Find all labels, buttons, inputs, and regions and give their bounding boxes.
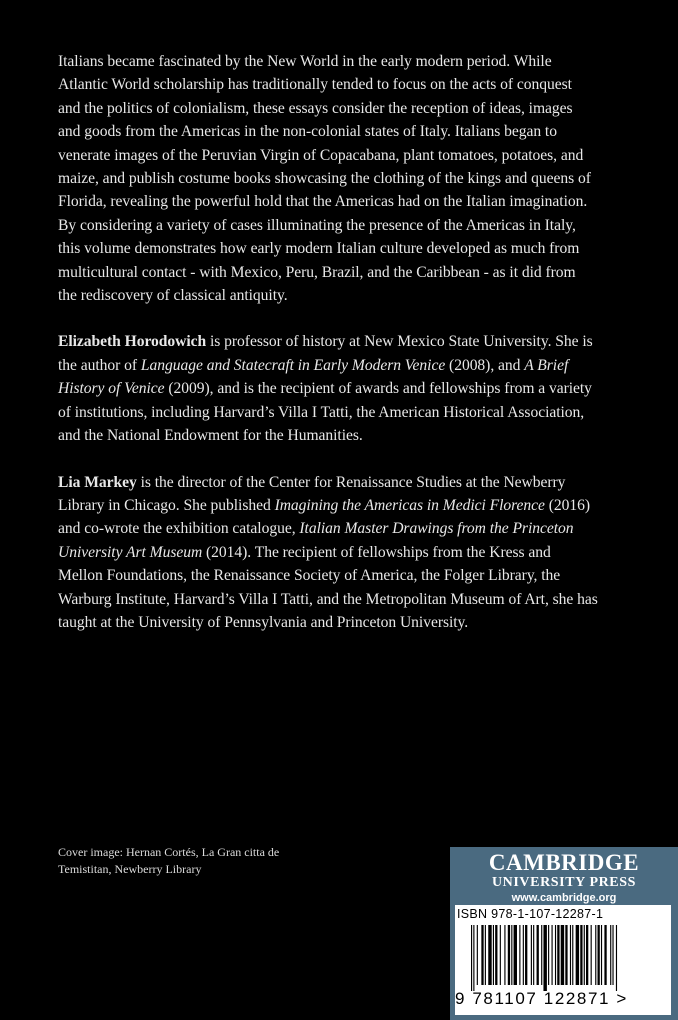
barcode-bar — [500, 925, 501, 985]
barcode-bar — [541, 925, 542, 985]
author-bio-horodowich: Elizabeth Horodowich is professor of history at New Mexico State University. She is the author of Language and Statecraft in Early Modern Venice (2008), and A Brief History of Venice (2009), and is the recipient of awards and fellowships from a variety of institutions, including Harvard’s Villa I Tatti, the American Historical Association, and the National Endowment for the Humanities. — [58, 333, 593, 445]
book-description: Italians became fascinated by the New World in the early modern period. While Atlantic World scholarship has traditionally tended to focus on the acts of conquest and the politics of colonialism, these essays consider the reception of ideas, images and goods from the Americas in the non-colonial states of Italy. Italians began to venerate images of the Peruvian Virgin of Copacabana, plant tomatoes, potatoes, and maize, and publish costume books showcasing the clothing of the kings and queens of Florida, revealing the powerful hold that the Americas had on the Italian imagination. By considering a variety of cases illuminating the presence of the Americas in Italy, this volume demonstrates how early modern Italian culture developed as much from multicultural contact - with Mexico, Peru, Brazil, and the Caribbean - as it did from the rediscovery of classical antiquity. — [58, 53, 591, 305]
author-name: Elizabeth Horodowich — [58, 333, 207, 351]
barcode-bar — [595, 925, 596, 985]
barcode-bar — [561, 925, 564, 985]
cover-credit-line: Temistitan, Newberry Library — [58, 862, 202, 876]
barcode-bar — [548, 925, 549, 985]
barcode-bar — [557, 925, 559, 985]
barcode-bar — [552, 925, 553, 985]
barcode-bar — [598, 925, 600, 985]
barcode-bar — [485, 925, 486, 985]
barcode-digits: 9 781107 122871 > — [455, 989, 628, 1008]
barcode-bar — [604, 925, 606, 985]
barcode-bar — [493, 925, 494, 985]
book-title: Italian Master Drawings from the Princeton University Art Museum — [58, 520, 574, 561]
cover-image-credit — [58, 844, 328, 878]
barcode-bar — [543, 925, 546, 991]
publisher-subtitle: UNIVERSITY PRESS — [491, 875, 637, 890]
barcode-bar — [612, 925, 613, 985]
barcode-bar — [508, 925, 510, 985]
back-cover-text — [58, 50, 598, 657]
barcode-bar — [572, 925, 573, 985]
barcode-bar — [537, 925, 539, 985]
book-title: A Brief History of Venice — [58, 356, 569, 398]
barcode-bar — [488, 925, 491, 985]
barcode-bar — [477, 925, 478, 985]
book-title: Imagining the Americas in Medici Florence — [274, 496, 545, 514]
barcode-bar — [570, 925, 571, 985]
barcode-bar — [580, 925, 582, 985]
barcode-bar — [555, 925, 556, 985]
barcode-bar — [514, 925, 517, 985]
barcode-icon — [471, 925, 655, 991]
barcode-bar — [523, 925, 524, 985]
barcode-bar — [531, 925, 532, 985]
author-name: Lia Markey — [58, 473, 137, 491]
barcode-bar — [586, 925, 588, 985]
publisher-url: www.cambridge.org — [511, 892, 617, 904]
cover-credit-line: Cover image: Hernan Cortés, La Gran citta de — [58, 845, 280, 859]
barcode-bar — [504, 925, 505, 985]
publisher-name: CAMBRIDGE — [488, 850, 640, 875]
barcode-bar — [576, 925, 579, 985]
book-title: Language and Statecraft in Early Modern Venice — [140, 356, 446, 374]
barcode-bar — [495, 925, 497, 985]
barcode-bar — [584, 925, 585, 985]
barcode-bar — [525, 925, 527, 985]
barcode-bar — [610, 925, 611, 985]
barcode-bar — [511, 925, 512, 985]
isbn-label: ISBN 978-1-107-12287-1 — [457, 907, 604, 921]
barcode-bar — [519, 925, 520, 985]
barcode-bar — [565, 925, 567, 985]
barcode-bar — [591, 925, 592, 985]
barcode-bar — [473, 925, 474, 991]
author-bio-markey: Lia Markey is the director of the Center for Renaissance Studies at the Newberry Library in Chicago. She published Imagining the Americas in Medici Florence (2016) and co-wrote the exhibition catalogue, Italian Master Drawings from the Princeton University Art Museum (2014). The recipient of fellowships from the Kress and Mellon Foundations, the Renaissance Society of America, the Folger Library, the Warburg Institute, Harvard’s Villa I Tatti, and the Metropolitan Museum of Art, she has taught at the University of Pennsylvania and Princeton University. — [58, 473, 598, 631]
barcode-bar — [616, 925, 617, 991]
barcode-bar — [471, 925, 472, 991]
barcode-bar — [533, 925, 534, 985]
barcode-bar — [481, 925, 483, 985]
barcode-panel — [455, 905, 671, 1015]
barcode-bar — [601, 925, 602, 985]
